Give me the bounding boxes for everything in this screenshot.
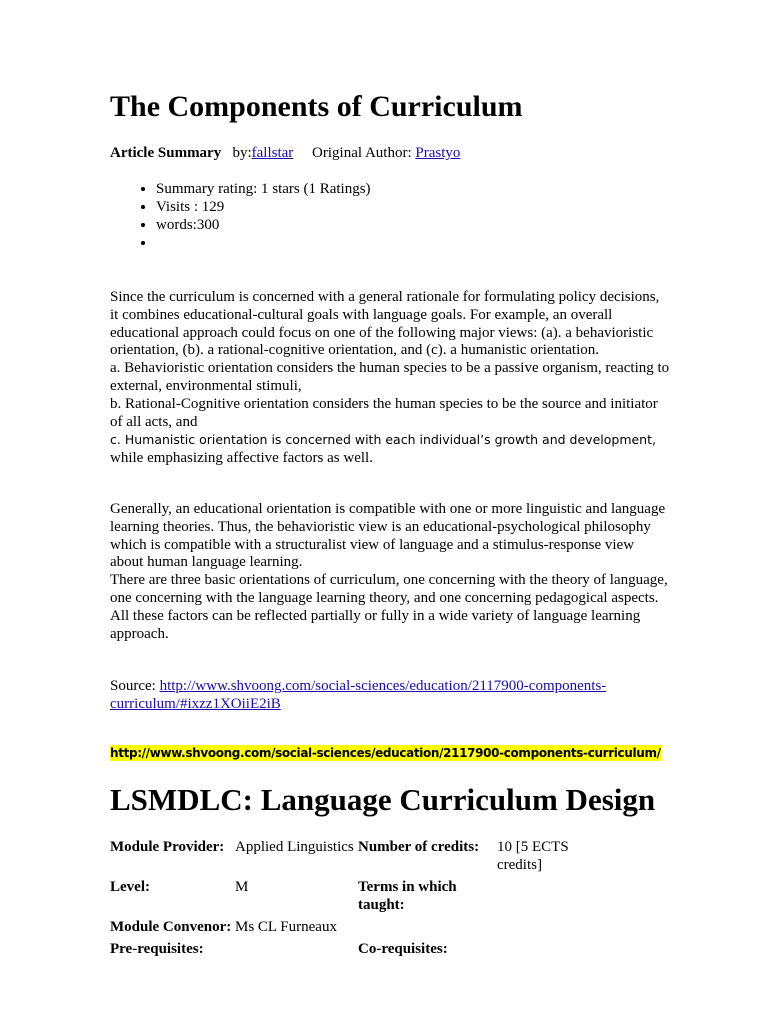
table-row	[110, 940, 587, 962]
level-value: M	[235, 879, 249, 895]
body-paragraph-2	[110, 501, 670, 643]
p1-item-c: c. Humanistic orientation is concerned with each individual’s growth and development,	[110, 432, 656, 448]
credits-value: 10 [5 ECTS credits]	[497, 839, 569, 873]
article-summary-line	[110, 145, 460, 162]
author-link-prastyo[interactable]: Prastyo	[415, 145, 461, 161]
convenor-value: Ms CL Furneaux	[235, 919, 337, 935]
meta-empty	[156, 234, 371, 252]
author-link-fallstar[interactable]: fallstar	[251, 145, 294, 161]
meta-visits: • Visits : 129	[156, 198, 371, 216]
summary-label: Article Summary	[110, 145, 222, 161]
p1-intro: Since the curriculum is concerned with a general rationale for formulating policy decisions, it combines educational-cultural goals with language goals. For example, an overall educational approach could focus on one of the following major views: (a). a behavioristic orientation, (b). a rational-cognitive orientation, and (c). a humanistic orientation.	[110, 289, 660, 359]
level-label: Level:	[110, 879, 150, 895]
terms-value	[497, 878, 587, 918]
p1-item-b: b. Rational-Cognitive orientation considers the human species to be the source and initiator of all acts, and	[110, 395, 658, 430]
source-label: Source:	[110, 678, 156, 694]
module-provider-value: Applied Linguistics	[235, 839, 354, 855]
p2-generally: Generally, an educational orientation is compatible with one or more linguistic and language learning theories. Thus, the behavioristic view is an educational-psychological philosophy which is compatible with a structuralist view of language and a stimulus-response view about human language learning.	[110, 501, 666, 571]
prerequisites-label: Pre-requisites:	[110, 941, 204, 957]
source-line	[110, 678, 670, 714]
original-author-prefix: Original Author:	[312, 145, 412, 161]
table-row	[110, 838, 587, 878]
prerequisites-value	[235, 940, 358, 962]
article-title: The Components of Curriculum	[110, 90, 523, 123]
empty-cell	[497, 918, 587, 940]
body-paragraph-1	[110, 289, 670, 468]
module-provider-label: Module Provider:	[110, 839, 225, 855]
module-info-table	[110, 838, 587, 962]
source-link[interactable]: http://www.shvoong.com/social-sciences/education/2117900-components-curriculum/#ixzz1XOiiE2iB	[110, 678, 607, 712]
convenor-label: Module Convenor:	[110, 919, 232, 935]
highlighted-url: http://www.shvoong.com/social-sciences/education/2117900-components-curriculum/	[110, 746, 661, 760]
p1-item-a: a. Behavioristic orientation considers the human species to be a passive organism, reacting to external, environmental stimuli,	[110, 360, 670, 394]
p2-three-orientations: There are three basic orientations of curriculum, one concerning with the theory of language, one concerning with the language learning theory, and one concerning pedagogical aspects. All these factors can be reflected partially or fully in a wide variety of language learning approach.	[110, 572, 668, 642]
p1-item-c-rest: while emphasizing affective factors as well.	[110, 450, 373, 467]
article-meta-list	[110, 180, 371, 252]
credits-label: Number of credits:	[358, 839, 480, 855]
module-title: LSMDLC: Language Curriculum Design	[110, 782, 656, 817]
corequisites-value	[497, 940, 587, 962]
by-prefix: by:	[232, 145, 252, 161]
meta-words: • words:300	[156, 216, 371, 234]
meta-rating: • Summary rating: 1 stars (1 Ratings)	[156, 180, 371, 198]
table-row	[110, 918, 587, 940]
corequisites-label: Co-requisites:	[358, 941, 448, 957]
table-row	[110, 878, 587, 918]
empty-cell	[358, 918, 497, 940]
terms-label: Terms in which taught:	[358, 879, 457, 913]
